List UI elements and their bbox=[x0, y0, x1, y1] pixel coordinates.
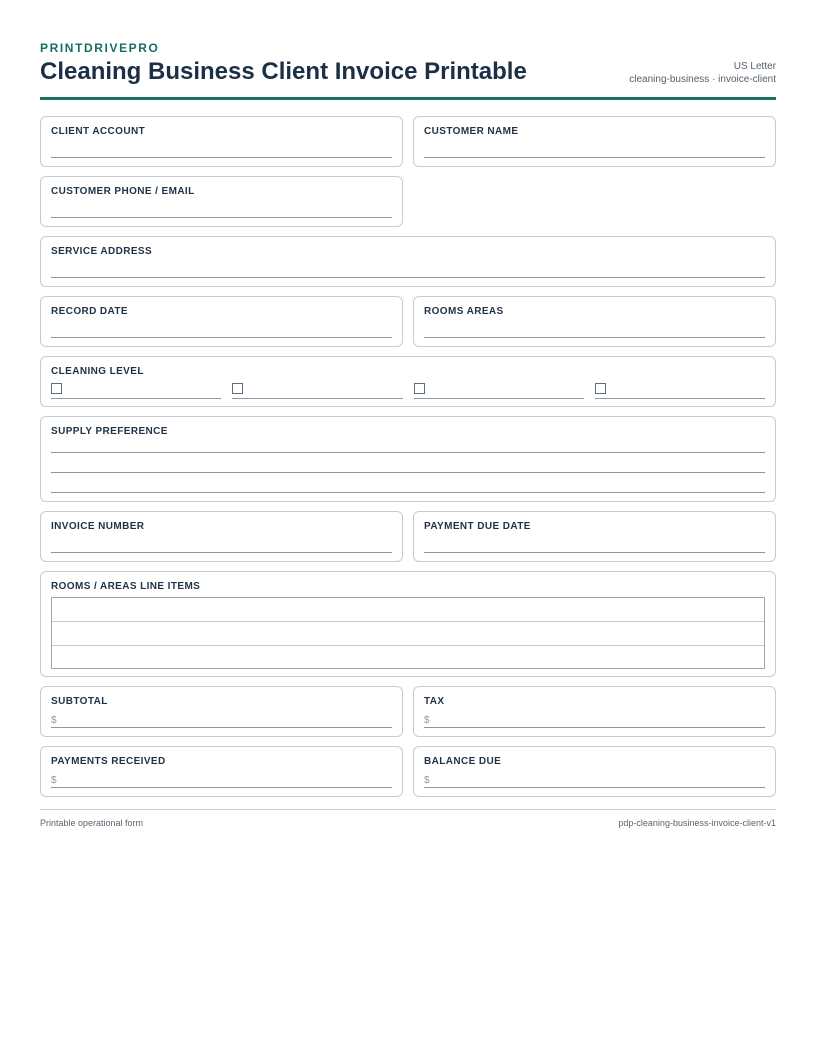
writing-line[interactable] bbox=[424, 157, 765, 158]
field-label: SUPPLY PREFERENCE bbox=[51, 426, 168, 437]
balance-due-field[interactable] bbox=[413, 746, 776, 797]
currency-symbol: $ bbox=[424, 775, 430, 786]
customer-contact-field[interactable] bbox=[40, 176, 403, 227]
customer-name-field[interactable] bbox=[413, 116, 776, 167]
cleaning-level-option-2[interactable] bbox=[232, 383, 403, 399]
field-label: SUBTOTAL bbox=[51, 696, 108, 707]
supply-preference-field[interactable] bbox=[40, 416, 776, 502]
writing-line[interactable] bbox=[51, 727, 392, 728]
footer-left-text: Printable operational form bbox=[40, 818, 144, 828]
writing-line[interactable] bbox=[424, 727, 765, 728]
field-label: ROOMS / AREAS LINE ITEMS bbox=[51, 581, 201, 592]
checkbox[interactable] bbox=[51, 383, 62, 394]
currency-symbol: $ bbox=[424, 715, 430, 726]
record-date-field[interactable] bbox=[40, 296, 403, 347]
currency-symbol: $ bbox=[51, 775, 57, 786]
cleaning-level-option-1[interactable] bbox=[51, 383, 221, 399]
payments-received-field[interactable] bbox=[40, 746, 403, 797]
invoice-number-field[interactable] bbox=[40, 511, 403, 562]
field-label: SERVICE ADDRESS bbox=[51, 246, 153, 257]
writing-line[interactable] bbox=[424, 337, 765, 338]
checkbox[interactable] bbox=[232, 383, 243, 394]
page-meta bbox=[629, 60, 776, 86]
table-row-divider bbox=[52, 645, 764, 646]
field-label: CLEANING LEVEL bbox=[51, 366, 144, 377]
field-label: TAX bbox=[424, 696, 445, 707]
page-title: Cleaning Business Client Invoice Printable bbox=[40, 58, 527, 85]
payment-due-date-field[interactable] bbox=[413, 511, 776, 562]
footer-divider bbox=[40, 809, 776, 810]
cleaning-level-option-3[interactable] bbox=[414, 383, 584, 399]
writing-line[interactable] bbox=[51, 277, 765, 278]
table-row-divider bbox=[52, 621, 764, 622]
writing-line[interactable] bbox=[51, 337, 392, 338]
writing-line[interactable] bbox=[424, 552, 765, 553]
footer-form-id: pdp-cleaning-business-invoice-client-v1 bbox=[618, 818, 776, 828]
writing-line[interactable] bbox=[51, 217, 392, 218]
line-items-table bbox=[51, 597, 765, 669]
checkbox[interactable] bbox=[595, 383, 606, 394]
writing-line[interactable] bbox=[51, 552, 392, 553]
field-label: CLIENT ACCOUNT bbox=[51, 126, 146, 137]
field-label: ROOMS AREAS bbox=[424, 306, 504, 317]
client-account-field[interactable] bbox=[40, 116, 403, 167]
field-label: RECORD DATE bbox=[51, 306, 128, 317]
currency-symbol: $ bbox=[51, 715, 57, 726]
rooms-areas-field[interactable] bbox=[413, 296, 776, 347]
writing-line[interactable] bbox=[51, 157, 392, 158]
writing-line[interactable] bbox=[424, 787, 765, 788]
paper-size-label: US Letter bbox=[733, 61, 776, 72]
header-divider bbox=[40, 97, 776, 100]
field-label: INVOICE NUMBER bbox=[51, 521, 145, 532]
field-label: PAYMENT DUE DATE bbox=[424, 521, 531, 532]
field-label: CUSTOMER PHONE / EMAIL bbox=[51, 186, 195, 197]
writing-line[interactable] bbox=[51, 787, 392, 788]
writing-line[interactable] bbox=[51, 492, 765, 493]
checkbox[interactable] bbox=[414, 383, 425, 394]
subtotal-field[interactable] bbox=[40, 686, 403, 737]
brand-name: PRINTDRIVEPRO bbox=[40, 41, 160, 55]
line-items-section bbox=[40, 571, 776, 677]
writing-line[interactable] bbox=[51, 452, 765, 453]
tax-field[interactable] bbox=[413, 686, 776, 737]
service-address-field[interactable] bbox=[40, 236, 776, 287]
writing-line[interactable] bbox=[51, 472, 765, 473]
field-label: BALANCE DUE bbox=[424, 756, 502, 767]
cleaning-level-option-4[interactable] bbox=[595, 383, 765, 399]
field-label: CUSTOMER NAME bbox=[424, 126, 519, 137]
field-label: PAYMENTS RECEIVED bbox=[51, 756, 166, 767]
cleaning-level-field bbox=[40, 356, 776, 407]
tags-label: cleaning-business · invoice-client bbox=[629, 74, 776, 85]
